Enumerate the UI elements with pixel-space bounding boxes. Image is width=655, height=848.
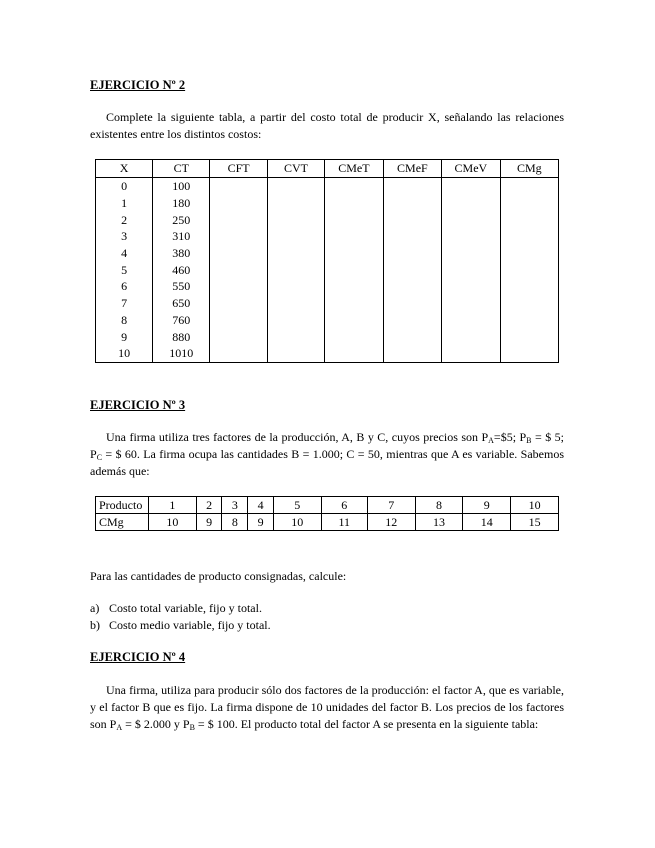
table-cell [267,278,324,295]
table-cell [500,211,558,228]
table-cell: 13 [415,514,463,531]
table-cell: 310 [153,228,210,245]
table-cell: 3 [96,228,153,245]
table-cell [383,312,441,329]
table-cell [500,345,558,362]
table-cell: 0 [96,178,153,195]
table-cell [210,261,267,278]
table-cell [325,295,383,312]
table-row [96,211,559,228]
table-cell [500,195,558,212]
list-item [90,617,271,634]
table-row [96,345,559,362]
table-cell: 180 [153,195,210,212]
table-row [96,295,559,312]
table-cell: 7 [367,497,415,514]
table-cell: 250 [153,211,210,228]
table-cell [210,345,267,362]
table-cell [210,312,267,329]
ex4-text: Una firma, utiliza para producir sólo dos factores de la producción: el factor A, que es variable, y el factor B que es fijo. La firma dispone de 10 unidades del factor B. Los precios de los factores son P [90,683,564,731]
table-cell: 10 [511,497,559,514]
header-cell: CFT [210,160,267,178]
table-cell: 650 [153,295,210,312]
table-cell [383,345,441,362]
ex3-text: = $ 5; P [90,430,564,461]
table-cell [210,211,267,228]
ex3-text: = $ 60. La firma ocupa las cantidades B = 1.000; C = 50, mientras que A es variable. Sabemos además que: [90,447,564,478]
table-cell: 460 [153,261,210,278]
table-cell: 100 [153,178,210,195]
header-cell: CMeF [383,160,441,178]
table-cell: 5 [273,497,321,514]
table-cell [325,261,383,278]
table-cell [442,195,501,212]
table-cell [500,328,558,345]
table-row [96,278,559,295]
table-cell [383,328,441,345]
subscript: A [116,723,123,732]
table-cell [442,328,501,345]
table-row [96,178,559,195]
table-row [96,312,559,329]
table-cell [267,178,324,195]
ex3-list [90,600,271,634]
table-row [96,245,559,262]
table-cell [383,245,441,262]
ex3-instruction: Para las cantidades de producto consignadas, calcule: [90,569,347,583]
table-cell: 9 [248,514,274,531]
subscript: B [526,436,532,445]
table-cell [383,211,441,228]
header-cell: CMeT [325,160,383,178]
table-cell: 4 [96,245,153,262]
table-cell [267,312,324,329]
table-cell [210,245,267,262]
table-cell [210,228,267,245]
table-cell: 10 [149,514,197,531]
table-cell [383,278,441,295]
table-cell [383,295,441,312]
table-cell [442,295,501,312]
table-cell [325,195,383,212]
row-label: CMg [96,514,149,531]
table-row [96,228,559,245]
ex3-title: EJERCICIO Nº 3 [90,398,186,412]
list-item [90,600,271,617]
table-cell [325,245,383,262]
table-cell: 9 [196,514,222,531]
table-cell: 1 [149,497,197,514]
table-cell [383,178,441,195]
subscript: B [189,723,195,732]
table-cell [442,345,501,362]
table-row [96,328,559,345]
table-cell: 14 [463,514,511,531]
table-cell: 9 [463,497,511,514]
table-cell [210,195,267,212]
ex2-title: EJERCICIO Nº 2 [90,78,186,92]
table-cell: 760 [153,312,210,329]
table-cell: 6 [321,497,367,514]
table-cell [325,228,383,245]
table-cell [325,312,383,329]
table-cell [442,211,501,228]
cmg-row [96,514,559,531]
table-cell: 5 [96,261,153,278]
table-cell: 1 [96,195,153,212]
cost-table-header [96,160,559,178]
table-cell: 8 [222,514,248,531]
ex3-paragraph [90,429,564,480]
table-cell: 7 [96,295,153,312]
table-cell [267,295,324,312]
table-cell: 15 [511,514,559,531]
table-cell [500,245,558,262]
table-cell [325,328,383,345]
ex4-text: = $ 100. El producto total del factor A se presenta en la siguiente tabla: [194,717,539,731]
ex3-text: Una firma utiliza tres factores de la producción, A, B y C, cuyos precios son P [106,430,489,444]
table-cell [267,328,324,345]
header-cell: CVT [267,160,324,178]
table-cell [500,312,558,329]
table-cell: 10 [96,345,153,362]
table-cell [442,228,501,245]
table-cell [267,345,324,362]
table-cell [500,178,558,195]
table-cell: 6 [96,278,153,295]
table-cell [500,278,558,295]
table-cell [267,261,324,278]
list-marker: a) [90,601,100,615]
table-cell: 12 [367,514,415,531]
table-cell [383,195,441,212]
ex2-intro: Complete la siguiente tabla, a partir del costo total de producir X, señalando las relaciones existentes entre los distintos costos: [90,110,564,141]
table-cell: 380 [153,245,210,262]
table-row [96,195,559,212]
table-row [96,261,559,278]
table-cell [500,295,558,312]
table-cell [210,278,267,295]
table-cell: 880 [153,328,210,345]
table-cell [442,278,501,295]
table-cell [267,245,324,262]
table-cell [325,211,383,228]
table-cell [267,228,324,245]
header-cell: CT [153,160,210,178]
table-cell [210,178,267,195]
table-cell [442,178,501,195]
ex3-text: =$5; P [493,430,527,444]
list-text: Costo medio variable, fijo y total. [109,618,271,632]
product-row [96,497,559,514]
table-cell: 11 [321,514,367,531]
table-cell [325,178,383,195]
ex4-paragraph [90,682,564,733]
table-cell [325,278,383,295]
table-cell [383,228,441,245]
ex4-title: EJERCICIO Nº 4 [90,650,186,664]
list-marker: b) [90,618,100,632]
table-cell: 3 [222,497,248,514]
row-label: Producto [96,497,149,514]
header-cell: CMg [500,160,558,178]
subscript: A [488,436,494,445]
table-cell [210,328,267,345]
table-cell: 2 [96,211,153,228]
cmg-table [95,496,559,531]
table-cell [442,261,501,278]
table-cell: 9 [96,328,153,345]
table-cell [500,261,558,278]
table-cell [210,295,267,312]
table-cell [267,211,324,228]
table-cell: 10 [273,514,321,531]
table-cell: 2 [196,497,222,514]
table-cell [442,312,501,329]
cost-table [95,159,559,363]
header-cell: CMeV [442,160,501,178]
list-text: Costo total variable, fijo y total. [109,601,262,615]
table-cell: 8 [415,497,463,514]
table-cell: 1010 [153,345,210,362]
table-cell [383,261,441,278]
subscript: C [96,453,103,462]
table-cell [500,228,558,245]
table-cell [325,345,383,362]
table-cell [442,245,501,262]
table-cell: 4 [248,497,274,514]
ex4-text: = $ 2.000 y P [122,717,190,731]
header-cell: X [96,160,153,178]
table-cell: 8 [96,312,153,329]
table-cell [267,195,324,212]
table-cell: 550 [153,278,210,295]
